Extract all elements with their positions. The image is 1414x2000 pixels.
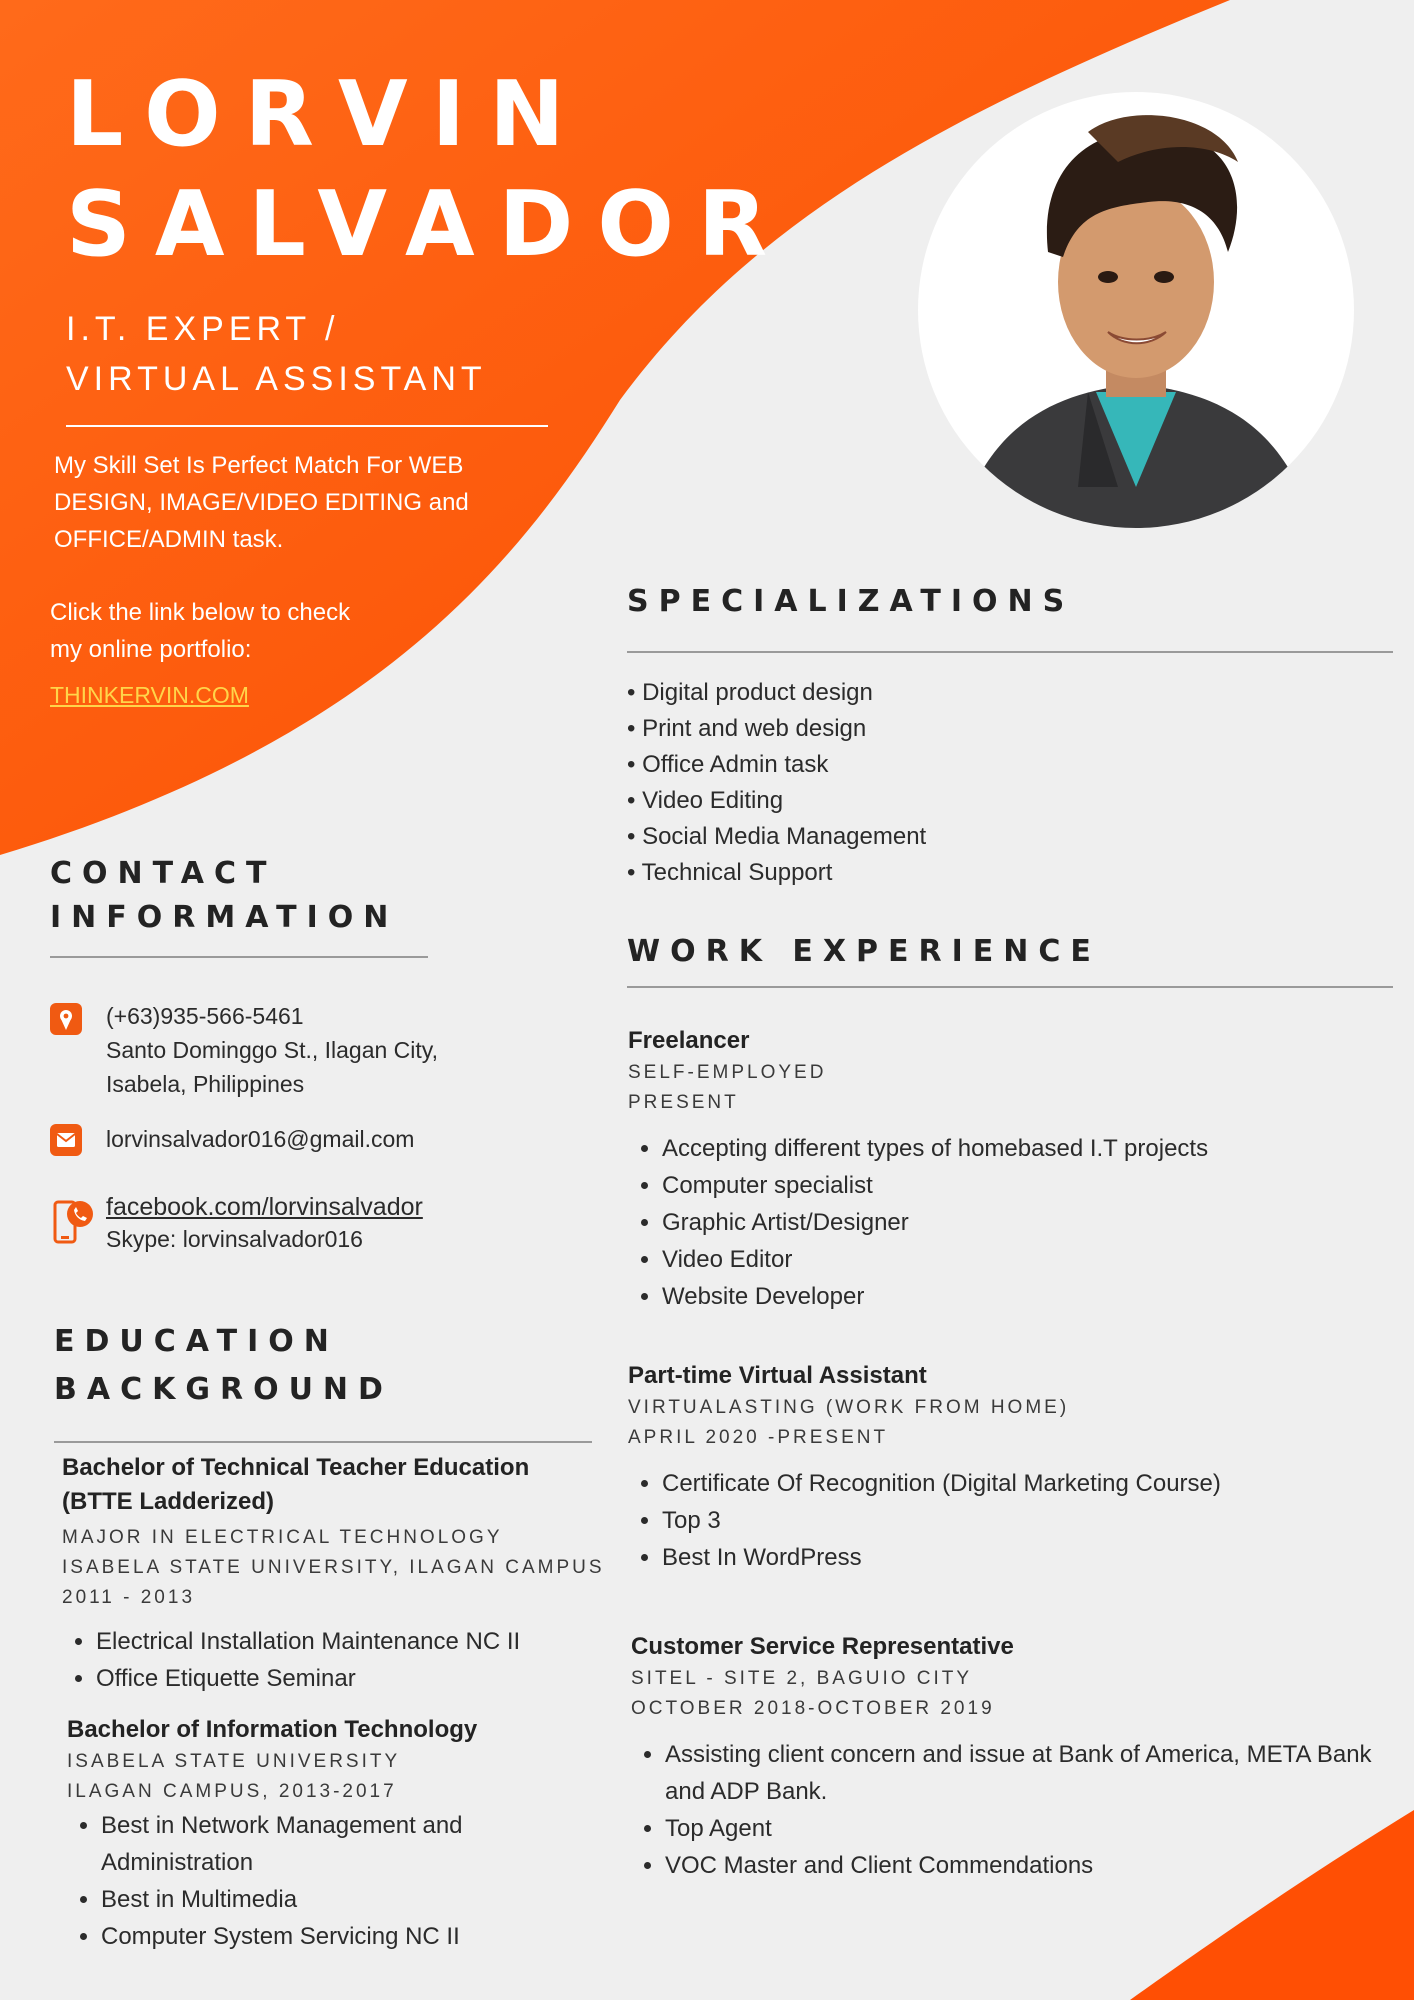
heading-line: CONTACT: [50, 856, 277, 891]
list-item: • Electrical Installation Maintenance NC II: [96, 1623, 622, 1660]
intro-text: [54, 447, 614, 558]
contact-divider: [50, 956, 428, 958]
list-item: • Top Agent: [665, 1810, 1375, 1847]
school-period: ILAGAN CAMPUS, 2013-2017: [67, 1781, 397, 1802]
work-divider: [627, 986, 1393, 988]
list-item: • Video Editor: [662, 1241, 1388, 1278]
school-name: ISABELA STATE UNIVERSITY: [67, 1751, 401, 1772]
profile-photo: [918, 92, 1354, 528]
list-item: • Computer specialist: [662, 1167, 1388, 1204]
heading-line: BACKGROUND: [54, 1372, 393, 1407]
first-name: LORVIN: [66, 62, 589, 167]
list-item: • Technical Support: [627, 859, 833, 886]
job-period: PRESENT: [628, 1092, 739, 1113]
social-block: [106, 1191, 423, 1255]
education-bsit: [67, 1713, 607, 1955]
school-period: 2011 - 2013: [62, 1587, 196, 1608]
work-experience-heading: WORK EXPERIENCE: [627, 934, 1101, 969]
list-item: • Social Media Management: [627, 823, 927, 850]
intro-line: DESIGN, IMAGE/VIDEO EDITING and: [54, 489, 469, 516]
mail-icon: [50, 1124, 82, 1156]
list-item: • VOC Master and Client Commendations: [665, 1847, 1375, 1884]
list-item: • Best In WordPress: [662, 1539, 1388, 1576]
job-bullets: [628, 1465, 1388, 1576]
list-item: • Print and web design: [627, 715, 867, 742]
job-bullets: [628, 1130, 1388, 1315]
list-item: • Office Admin task: [627, 751, 829, 778]
address-line: Isabela, Philippines: [106, 1071, 305, 1097]
portfolio-line: my online portfolio:: [50, 636, 252, 663]
job-freelancer: [628, 1024, 1388, 1315]
facebook-link[interactable]: facebook.com/lorvinsalvador: [106, 1193, 423, 1221]
list-item: • Assisting client concern and issue at Bank of America, META Bank and ADP Bank.: [665, 1736, 1375, 1810]
last-name: SALVADOR: [66, 172, 792, 277]
job-customer-service: [631, 1630, 1391, 1884]
intro-line: OFFICE/ADMIN task.: [54, 526, 284, 553]
school-name: ISABELA STATE UNIVERSITY, ILAGAN CAMPUS: [62, 1557, 605, 1578]
portfolio-line: Click the link below to check: [50, 599, 351, 626]
email-address: lorvinsalvador016@gmail.com: [106, 1126, 415, 1152]
phone-number: (+63)935-566-5461: [106, 1003, 304, 1029]
job-period: OCTOBER 2018-OCTOBER 2019: [631, 1698, 995, 1719]
skype-id: Skype: lorvinsalvador016: [106, 1226, 363, 1252]
location-pin-icon: [50, 1003, 82, 1035]
job-employer: SITEL - SITE 2, BAGUIO CITY: [631, 1668, 973, 1689]
specializations-heading: SPECIALIZATIONS: [627, 584, 1075, 619]
phone-social-icon: [52, 1196, 96, 1250]
degree-title: (BTTE Ladderized): [62, 1488, 275, 1515]
job-title: Part-time Virtual Assistant: [628, 1362, 927, 1389]
list-item: • Best in Network Management and Administration: [101, 1807, 541, 1881]
list-item: • Top 3: [662, 1502, 1388, 1539]
role-line-2: VIRTUAL ASSISTANT: [66, 360, 487, 398]
degree-title: Bachelor of Information Technology: [67, 1716, 478, 1743]
education-divider: [54, 1441, 592, 1443]
job-title: Customer Service Representative: [631, 1633, 1014, 1660]
job-employer: SELF-EMPLOYED: [628, 1062, 827, 1083]
degree-bullets: [67, 1807, 541, 1955]
specializations-list: [627, 675, 1327, 891]
list-item: • Graphic Artist/Designer: [662, 1204, 1388, 1241]
portfolio-text: [50, 594, 510, 668]
header-divider: [66, 425, 548, 427]
heading-line: INFORMATION: [50, 900, 399, 935]
education-btte: [62, 1451, 622, 1697]
education-heading: [54, 1318, 393, 1414]
list-item: • Best in Multimedia: [101, 1881, 541, 1918]
specializations-divider: [627, 651, 1393, 653]
job-virtual-assistant: [628, 1359, 1388, 1576]
list-item: • Office Etiquette Seminar: [96, 1660, 622, 1697]
degree-major: MAJOR IN ELECTRICAL TECHNOLOGY: [62, 1527, 503, 1548]
degree-title: Bachelor of Technical Teacher Education: [62, 1454, 530, 1481]
job-period: APRIL 2020 -PRESENT: [628, 1427, 889, 1448]
heading-line: EDUCATION: [54, 1324, 339, 1359]
person-avatar-icon: [918, 92, 1354, 528]
list-item: • Website Developer: [662, 1278, 1388, 1315]
job-employer: VIRTUALASTING (WORK FROM HOME): [628, 1397, 1070, 1418]
job-title: Freelancer: [628, 1027, 750, 1054]
intro-line: My Skill Set Is Perfect Match For WEB: [54, 452, 464, 479]
job-bullets: [631, 1736, 1375, 1884]
degree-bullets: [62, 1623, 622, 1697]
contact-heading: [50, 852, 398, 940]
list-item: • Accepting different types of homebased I.T projects: [662, 1130, 1388, 1167]
list-item: • Digital product design: [627, 679, 873, 706]
portfolio-link[interactable]: THINKERVIN.COM: [50, 682, 249, 708]
list-item: • Computer System Servicing NC II: [101, 1918, 541, 1955]
address-line: Santo Dominggo St., Ilagan City,: [106, 1037, 438, 1063]
list-item: • Video Editing: [627, 787, 784, 814]
role-line-1: I.T. EXPERT /: [66, 310, 340, 348]
contact-address-block: [106, 999, 438, 1101]
list-item: • Certificate Of Recognition (Digital Marketing Course): [662, 1465, 1388, 1502]
